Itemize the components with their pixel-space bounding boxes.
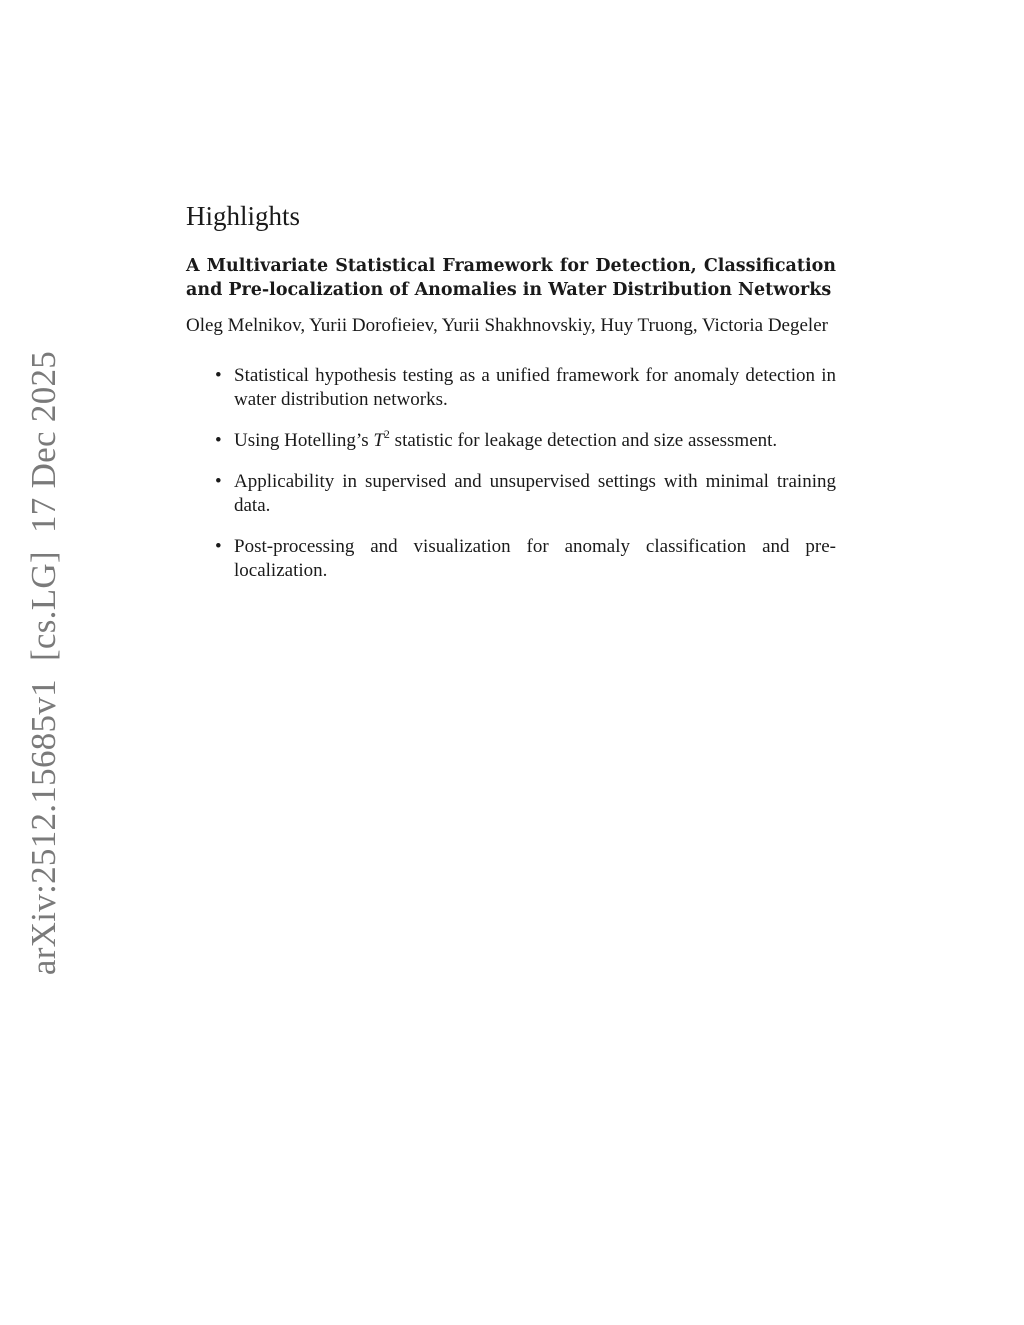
arxiv-id: arXiv:2512.15685v1 bbox=[24, 679, 63, 976]
highlights-page bbox=[186, 200, 836, 600]
highlight-text: Post-processing and visualization for anomaly classification and pre-localization. bbox=[234, 536, 836, 582]
highlight-text-after: statistic for leakage detection and size assessment. bbox=[389, 430, 778, 452]
highlight-item bbox=[215, 535, 836, 583]
highlights-heading: Highlights bbox=[186, 201, 301, 231]
arxiv-date: 17 Dec 2025 bbox=[24, 350, 63, 534]
math-symbol: T bbox=[373, 430, 384, 452]
bullet-icon: • bbox=[215, 365, 222, 387]
math-exponent: 2 bbox=[383, 427, 390, 442]
arxiv-category: [cs.LG] bbox=[24, 551, 63, 662]
bullet-icon: • bbox=[215, 471, 222, 493]
highlight-item bbox=[215, 470, 836, 518]
bullet-icon: • bbox=[215, 430, 222, 452]
paper-title: A Multivariate Statistical Framework for Detection, Classification and Pre-localization of Anomalies in Water Distribution Networks bbox=[186, 256, 836, 301]
author-list: Oleg Melnikov, Yurii Dorofieiev, Yurii Shakhnovskiy, Huy Truong, Victoria Degeler bbox=[186, 315, 828, 337]
highlights-list bbox=[186, 364, 836, 583]
highlight-item bbox=[215, 364, 836, 412]
highlight-item bbox=[215, 427, 836, 453]
highlight-text-before: Using Hotelling’s bbox=[234, 430, 374, 452]
bullet-icon: • bbox=[215, 536, 222, 558]
arxiv-sidebar-stamp bbox=[24, 351, 64, 975]
highlight-text: Applicability in supervised and unsupervised settings with minimal training data. bbox=[234, 471, 836, 517]
highlight-text: Statistical hypothesis testing as a unified framework for anomaly detection in water distribution networks. bbox=[234, 365, 836, 411]
